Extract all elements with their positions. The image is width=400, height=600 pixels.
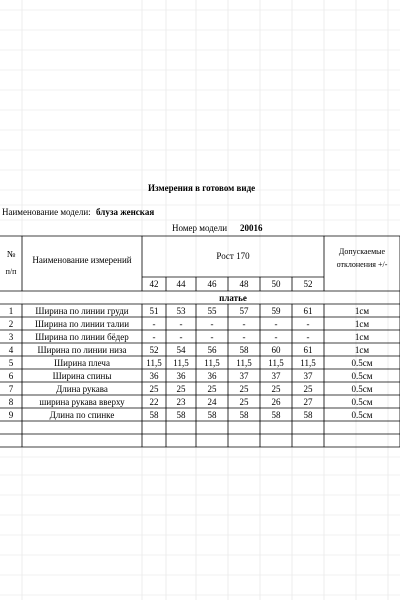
measurement-value: 36 [176, 371, 186, 381]
tolerance-value: 1см [354, 345, 370, 355]
measurement-value: 25 [239, 384, 249, 394]
measurement-value: 61 [303, 345, 313, 355]
measurement-value: 36 [207, 371, 217, 381]
measurement-value: 57 [239, 306, 249, 316]
measurement-name: Ширина по линии груди [35, 306, 129, 316]
row-number: 4 [8, 345, 14, 355]
tolerance-value: 0.5см [351, 358, 373, 368]
row-number: 6 [8, 371, 14, 381]
measurement-value: 11,5 [204, 358, 220, 368]
measurement-name: ширина рукава вверху [39, 397, 125, 407]
measurement-value: 25 [303, 384, 313, 394]
size-header: 46 [207, 279, 217, 289]
header-number-symbol: № [6, 249, 16, 259]
model-number-value: 20016 [240, 223, 263, 233]
measurement-value: 25 [239, 397, 249, 407]
tolerance-value: 0.5см [351, 410, 373, 420]
measurement-value: 54 [176, 345, 186, 355]
size-header: 52 [303, 279, 313, 289]
header-number-abbr: п/п [5, 267, 17, 276]
measurement-value: 37 [271, 371, 281, 381]
measurement-value: - [274, 332, 278, 342]
measurement-value: 22 [149, 397, 159, 407]
measurement-value: 37 [239, 371, 249, 381]
measurement-value: 56 [207, 345, 217, 355]
measurement-value: 26 [271, 397, 281, 407]
measurement-value: - [306, 319, 310, 329]
measurement-value: 25 [271, 384, 281, 394]
measurement-value: 58 [271, 410, 281, 420]
measurement-value: 23 [176, 397, 186, 407]
measurement-value: - [242, 319, 246, 329]
measurement-value: 53 [176, 306, 186, 316]
header-tolerance-line2: отклонения +/- [336, 260, 388, 269]
tolerance-value: 0.5см [351, 384, 373, 394]
measurement-name: Ширина по линии талии [34, 319, 130, 329]
measurement-value: 58 [149, 410, 159, 420]
header-height: Рост 170 [216, 251, 250, 261]
tolerance-value: 0.5см [351, 371, 373, 381]
model-name-label: Наименование модели: [2, 207, 91, 217]
size-header: 42 [149, 279, 159, 289]
measurement-name: Ширина спины [52, 371, 112, 381]
measurement-value: 61 [303, 306, 313, 316]
measurement-value: 11,5 [146, 358, 162, 368]
measurement-value: 58 [207, 410, 217, 420]
measurement-value: 60 [271, 345, 281, 355]
measurement-value: - [179, 319, 183, 329]
measurement-value: 25 [149, 384, 159, 394]
tolerance-value: 1см [354, 319, 370, 329]
measurement-value: 11,5 [268, 358, 284, 368]
measurement-name: Ширина плеча [54, 358, 110, 368]
measurement-value: 51 [149, 306, 159, 316]
measurement-value: 11,5 [236, 358, 252, 368]
header-tolerance-line1: Допускаемые [338, 247, 386, 256]
measurement-name: Длина рукава [56, 384, 108, 394]
measurement-value: - [152, 332, 156, 342]
size-header: 48 [239, 279, 249, 289]
row-number: 3 [8, 332, 14, 342]
tolerance-value: 1см [354, 332, 370, 342]
row-number: 5 [8, 358, 14, 368]
measurement-value: - [210, 319, 214, 329]
measurement-value: 52 [149, 345, 159, 355]
header-measurement-name: Наименование измерений [32, 255, 132, 265]
measurement-value: 24 [207, 397, 217, 407]
measurement-value: 11,5 [173, 358, 189, 368]
model-number-label: Номер модели [172, 223, 228, 233]
measurement-name: Ширина по линии бёдер [35, 332, 129, 342]
measurement-name: Длина по спинке [49, 410, 115, 420]
tolerance-value: 0.5см [351, 397, 373, 407]
measurement-value: 58 [239, 345, 249, 355]
size-header: 44 [176, 279, 186, 289]
measurement-value: 37 [303, 371, 313, 381]
measurement-value: 25 [207, 384, 217, 394]
measurement-value: - [306, 332, 310, 342]
measurement-value: 58 [303, 410, 313, 420]
measurement-value: - [242, 332, 246, 342]
size-header: 50 [271, 279, 281, 289]
row-number: 8 [8, 397, 14, 407]
row-number: 7 [8, 384, 14, 394]
measurement-value: - [152, 319, 156, 329]
model-name-value: блуза женская [96, 207, 155, 217]
section-label: платье [219, 293, 247, 303]
measurement-value: 27 [303, 397, 313, 407]
measurement-value: 36 [149, 371, 159, 381]
measurement-value: 55 [207, 306, 217, 316]
row-number: 2 [8, 319, 14, 329]
measurement-value: - [179, 332, 183, 342]
measurement-value: 58 [239, 410, 249, 420]
measurement-value: - [274, 319, 278, 329]
measurement-name: Ширина по линии низа [37, 345, 127, 355]
page-title: Измерения в готовом виде [148, 183, 256, 193]
row-number: 1 [8, 306, 14, 316]
measurement-value: 59 [271, 306, 281, 316]
tolerance-value: 1см [354, 306, 370, 316]
row-number: 9 [8, 410, 14, 420]
measurement-value: 25 [176, 384, 186, 394]
measurement-value: - [210, 332, 214, 342]
measurement-value: 11,5 [300, 358, 316, 368]
measurement-value: 58 [176, 410, 186, 420]
